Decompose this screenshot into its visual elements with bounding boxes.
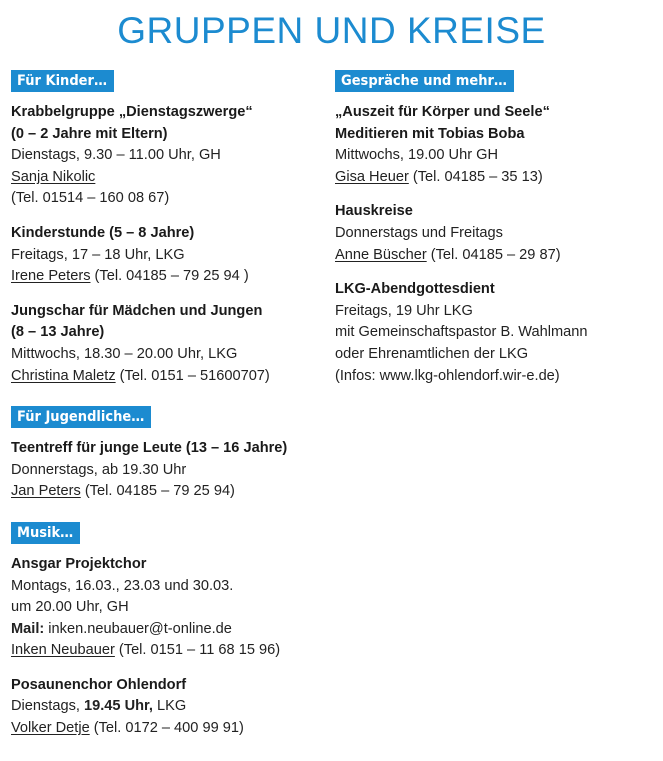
section-header-musik: Musik… bbox=[11, 522, 80, 544]
contact-name-link[interactable]: Irene Peters bbox=[11, 268, 91, 285]
contact-name-link[interactable]: Gisa Heuer bbox=[335, 168, 409, 185]
section-header-gespraeche: Gespräche und mehr… bbox=[335, 70, 514, 92]
entry-contact-line bbox=[335, 167, 655, 189]
entry-auszeit bbox=[335, 102, 655, 188]
entry-contact-line bbox=[11, 640, 326, 662]
contact-name-link[interactable]: Anne Büscher bbox=[335, 246, 427, 263]
entry-posaunenchor bbox=[11, 675, 326, 740]
contact-name-link[interactable]: Volker Detje bbox=[11, 720, 90, 737]
entry-contact-line bbox=[11, 266, 326, 288]
entry-phone: (Tel. 04185 – 79 25 94 ) bbox=[90, 268, 249, 285]
entry-contact-line bbox=[11, 366, 326, 388]
entry-time: Donnerstags, ab 19.30 Uhr bbox=[11, 461, 187, 478]
entry-hauskreise bbox=[335, 201, 655, 266]
entry-contact-line bbox=[11, 718, 326, 740]
entry-time: Mittwochs, 18.30 – 20.00 Uhr, LKG bbox=[11, 345, 238, 362]
entry-subtitle: (0 – 2 Jahre mit Eltern) bbox=[11, 125, 168, 142]
entry-info-link[interactable]: (Infos: www.lkg-ohlendorf.wir-e.de) bbox=[335, 367, 560, 384]
entry-title: Ansgar Projektchor bbox=[11, 555, 147, 572]
right-column bbox=[335, 70, 655, 400]
entry-phone: (Tel. 04185 – 35 13) bbox=[408, 168, 543, 185]
entry-phone: (Tel. 04185 – 29 87) bbox=[426, 246, 561, 263]
entry-time: Freitags, 17 – 18 Uhr, LKG bbox=[11, 246, 185, 263]
entry-subtitle: Meditieren mit Tobias Boba bbox=[335, 125, 525, 142]
contact-name-link[interactable]: Jan Peters bbox=[11, 483, 81, 500]
entry-phone: (Tel. 0172 – 400 99 91) bbox=[89, 720, 244, 737]
mail-address[interactable]: inken.neubauer@t-online.de bbox=[44, 620, 232, 637]
entry-phone: (Tel. 0151 – 11 68 15 96) bbox=[114, 642, 281, 659]
entry-title: LKG-Abendgottesdient bbox=[335, 281, 495, 298]
entry-line: mit Gemeinschaftspastor B. Wahlmann bbox=[335, 324, 588, 341]
contact-name-link[interactable]: Sanja Nikolic bbox=[11, 168, 96, 185]
entry-projektchor bbox=[11, 554, 326, 662]
time-suffix: LKG bbox=[152, 698, 187, 715]
entry-dates: Montags, 16.03., 23.03 und 30.03. bbox=[11, 577, 234, 594]
entry-title: Posaunenchor Ohlendorf bbox=[11, 676, 187, 693]
entry-title: „Auszeit für Körper und Seele“ bbox=[335, 104, 550, 120]
entry-time: Mittwochs, 19.00 Uhr GH bbox=[335, 147, 499, 164]
entry-phone: (Tel. 04185 – 79 25 94) bbox=[80, 483, 235, 500]
entry-title: Kinderstunde (5 – 8 Jahre) bbox=[11, 224, 195, 241]
entry-phone: (Tel. 0151 – 51600707) bbox=[115, 367, 270, 384]
entry-title: Jungschar für Mädchen und Jungen bbox=[11, 302, 263, 319]
section-header-kinder: Für Kinder… bbox=[11, 70, 114, 92]
entry-contact-line bbox=[11, 167, 326, 189]
entry-kinderstunde bbox=[11, 223, 326, 288]
left-column bbox=[11, 70, 326, 753]
entry-title: Hauskreise bbox=[335, 203, 413, 220]
entry-krabbelgruppe bbox=[11, 102, 326, 210]
section-header-jugendliche: Für Jugendliche… bbox=[11, 406, 151, 428]
entry-jungschar bbox=[11, 301, 326, 387]
entry-line: oder Ehrenamtlichen der LKG bbox=[335, 345, 529, 362]
entry-title: Krabbelgruppe „Dienstagszwerge“ bbox=[11, 104, 253, 120]
entry-teentreff bbox=[11, 438, 326, 503]
entry-time: Dienstags, 9.30 – 11.00 Uhr, GH bbox=[11, 147, 221, 164]
entry-lkg-gottesdienst bbox=[335, 279, 655, 387]
entry-subtitle: (8 – 13 Jahre) bbox=[11, 324, 105, 341]
entry-contact-line bbox=[11, 481, 326, 503]
entry-time: Donnerstags und Freitags bbox=[335, 224, 503, 241]
entry-time: Freitags, 19 Uhr LKG bbox=[335, 302, 473, 319]
contact-name-link[interactable]: Inken Neubauer bbox=[11, 642, 115, 659]
entry-phone: (Tel. 01514 – 160 08 67) bbox=[11, 190, 170, 207]
entry-time: um 20.00 Uhr, GH bbox=[11, 599, 129, 616]
entry-time bbox=[11, 696, 326, 718]
contact-name-link[interactable]: Christina Maletz bbox=[11, 367, 116, 384]
entry-contact-line bbox=[335, 245, 655, 267]
entry-mail-line bbox=[11, 619, 326, 641]
entry-title: Teentreff für junge Leute (13 – 16 Jahre) bbox=[11, 440, 288, 457]
time-prefix: Dienstags, bbox=[11, 698, 85, 715]
page-title: GRUPPEN UND KREISE bbox=[117, 10, 546, 51]
time-bold: 19.45 Uhr, bbox=[84, 698, 153, 715]
mail-label: Mail: bbox=[11, 620, 45, 637]
